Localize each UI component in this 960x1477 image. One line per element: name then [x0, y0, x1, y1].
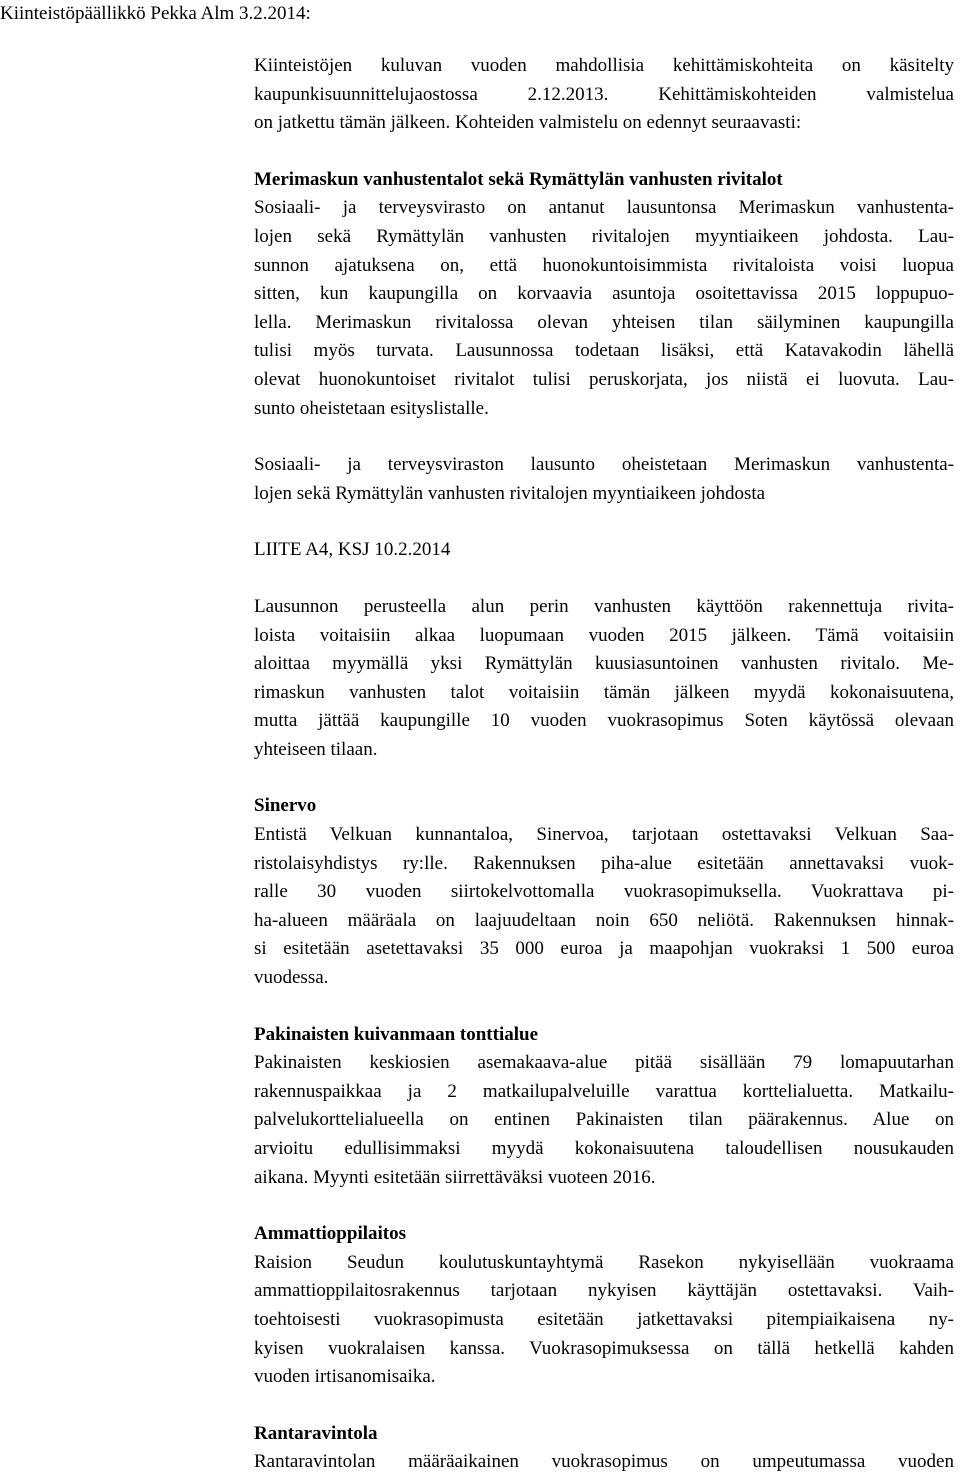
text-line: tulisi myös turvata. Lausunnossa todetaan lisäksi, että Katavakodin lähellä: [254, 340, 954, 362]
paragraph-gap: [254, 1392, 954, 1420]
paragraph-gap: [254, 565, 954, 593]
text-line: sunnon ajatuksena on, että huonokuntoisimmista rivitaloista voisi luopua: [254, 254, 954, 276]
text-line: yhteiseen tilaan.: [254, 738, 378, 760]
text-line: Sosiaali- ja terveysviraston lausunto oheistetaan Merimaskun vanhustenta-: [254, 454, 954, 476]
text-line: rakennuspaikkaa ja 2 matkailupalveluille varattua korttelialuetta. Matkailu-: [254, 1080, 954, 1102]
section-rantaravintola: [254, 1420, 954, 1477]
document-body: [254, 52, 954, 1477]
text-line: Pakinaisten keskiosien asemakaava-alue pitää sisällään 79 lomapuutarhan: [254, 1052, 954, 1074]
text-line: toehtoisesti vuokrasopimusta esitetään jatkettavaksi pitempiaikaisena ny-: [254, 1308, 954, 1330]
paragraph-gap: [254, 423, 954, 451]
section-heading: Rantaravintola: [254, 1422, 378, 1444]
section-ammattioppilaitos: [254, 1220, 954, 1392]
attachment-reference: [254, 536, 954, 565]
text-line: sunto oheistetaan esityslistalle.: [254, 397, 489, 419]
section-heading: Merimaskun vanhustentalot sekä Rymättylän vanhusten rivitalot: [254, 168, 783, 190]
text-line: kaupunkisuunnittelujaostossa 2.12.2013. Kehittämiskohteiden valmistelua: [254, 83, 954, 105]
text-line: rimaskun vanhusten talot voitaisiin tämän jälkeen myydä kokonaisuutena,: [254, 681, 954, 703]
text-line: ha-alueen määräala on laajuudeltaan noin 650 neliötä. Rakennuksen hinnak-: [254, 909, 954, 931]
section-heading: Pakinaisten kuivanmaan tonttialue: [254, 1023, 538, 1045]
text-line: loista voitaisiin alkaa luopumaan vuoden 2015 jälkeen. Tämä voitaisiin: [254, 624, 954, 646]
text-line: sitten, kun kaupungilla on korvaavia asuntoja osoitettavissa 2015 loppupuo-: [254, 283, 954, 305]
text-line: on jatkettu tämän jälkeen. Kohteiden valmistelu on edennyt seuraavasti:: [254, 112, 802, 134]
text-line: Entistä Velkuan kunnantaloa, Sinervoa, tarjotaan ostettavaksi Velkuan Saa-: [254, 824, 954, 846]
text-line: mutta jättää kaupungille 10 vuoden vuokrasopimus Soten käytössä olevaan: [254, 710, 954, 732]
text-line: ristolaisyhdistys ry:lle. Rakennuksen piha-alue esitetään annettavaksi vuok-: [254, 852, 954, 874]
text-line: Sosiaali- ja terveysvirasto on antanut lausuntonsa Merimaskun vanhustenta-: [254, 197, 954, 219]
text-line: lojen sekä Rymättylän vanhusten rivitalojen myyntiaikeen johdosta. Lau-: [254, 225, 954, 247]
statement-paragraph: [254, 451, 954, 508]
section-merimasku: [254, 166, 954, 423]
proposal-paragraph: [254, 593, 954, 765]
paragraph-gap: [254, 993, 954, 1021]
intro-paragraph: [254, 52, 954, 138]
section-heading: Sinervo: [254, 795, 317, 817]
text-line: Rantaravintolan määräaikainen vuokrasopimus on umpeutumassa vuoden: [254, 1451, 954, 1473]
text-line: lojen sekä Rymättylän vanhusten rivitalojen myyntiaikeen johdosta: [254, 482, 766, 504]
text-line: si esitetään asetettavaksi 35 000 euroa ja maapohjan vuokraksi 1 500 euroa: [254, 938, 954, 960]
section-pakinainen: [254, 1021, 954, 1193]
paragraph-gap: [254, 138, 954, 166]
section-heading: Ammattioppilaitos: [254, 1223, 406, 1245]
text-line: palvelukorttelialueella on entinen Pakinaisten tilan päärakennus. Alue on: [254, 1109, 954, 1131]
text-line: lella. Merimaskun rivitalossa olevan yhteisen tilan säilyminen kaupungilla: [254, 311, 954, 333]
text-line: aloittaa myymällä yksi Rymättylän kuusiasuntoinen vanhusten rivitalo. Me-: [254, 653, 954, 675]
text-line: Kiinteistöjen kuluvan vuoden mahdollisia kehittämiskohteita on käsitelty: [254, 55, 954, 76]
paragraph-gap: [254, 1192, 954, 1220]
text-line: arvioitu edullisimmaksi myydä kokonaisuutena taloudellisen nousukauden: [254, 1138, 954, 1159]
text-line: vuodessa.: [254, 967, 329, 989]
text-line: Lausunnon perusteella alun perin vanhusten käyttöön rakennettuja rivita-: [254, 595, 954, 617]
text-line: vuoden irtisanomisaika.: [254, 1366, 436, 1388]
paragraph-gap: [254, 764, 954, 792]
text-line: kyisen vuokralaisen kanssa. Vuokrasopimuksessa on tällä hetkellä kahden: [254, 1337, 954, 1359]
paragraph-gap: [254, 508, 954, 536]
document-header: Kiinteistöpäällikkö Pekka Alm 3.2.2014:: [0, 3, 311, 24]
text-line: ralle 30 vuoden siirtokelvottomalla vuokrasopimuksella. Vuokrattava pi-: [254, 881, 954, 903]
text-line: ammattioppilaitosrakennus tarjotaan nykyisen käyttäjän ostettavaksi. Vaih-: [254, 1280, 954, 1302]
text-line: olevat huonokuntoiset rivitalot tulisi peruskorjata, jos niistä ei luovuta. Lau-: [254, 368, 954, 390]
text-line: Raision Seudun koulutuskuntayhtymä Rasekon nykyisellään vuokraama: [254, 1251, 954, 1273]
text-line: LIITE A4, KSJ 10.2.2014: [254, 539, 451, 561]
section-sinervo: [254, 792, 954, 992]
text-line: aikana. Myynti esitetään siirrettäväksi vuoteen 2016.: [254, 1166, 656, 1188]
